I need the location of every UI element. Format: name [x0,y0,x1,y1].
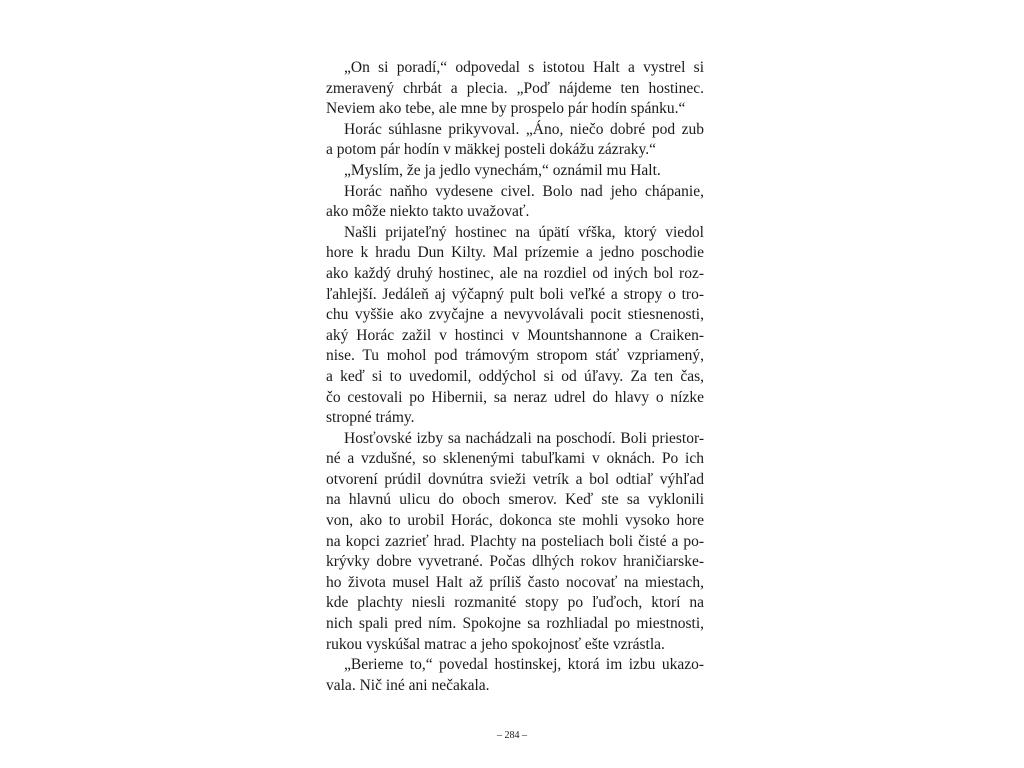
text-line: Našli prijateľný hostinec na úpätí vŕška, ktorý viedol [344,223,704,241]
text-line: ako môže niekto takto uvažovať. [326,203,530,221]
text-line: kde plachty niesli rozmanité stopy po ľuďoch, ktorí na [326,594,704,612]
text-line: krývky dobre vyvetrané. Počas dlhých rokov hraničiarske- [326,553,704,571]
text-line: chu vyššie ako zvyčajne a nevyvolávali pocit stiesnenosti, [326,306,704,324]
text-line: né a vzdušné, so sklenenými tabuľkami v oknách. Po ich [326,450,704,468]
text-line: a keď si to uvedomil, oddýchol si od úľavy. Za ten čas, [326,367,704,385]
text-line: zmeravený chrbát a plecia. „Poď nájdeme ten hostinec. [326,79,704,97]
text-line: hore k hradu Dun Kilty. Mal prízemie a jedno poschodie [326,244,704,262]
text-line: aký Horác zažil v hostinci v Mountshannone a Craiken- [326,326,704,344]
text-line: rukou vyskúšal matrac a jeho spokojnosť ešte vzrástla. [326,635,665,653]
page-number: – 284 – [497,730,527,741]
text-line: „On si poradí,“ odpovedal s istotou Halt a vystrel si [344,59,704,76]
text-line: ho života musel Halt až príliš často nocovať na miestach, [326,573,704,591]
text-line: Horác naňho vydesene civel. Bolo nad jeho chápanie, [344,182,704,200]
text-line: na hlavnú ulicu do oboch smerov. Keď ste sa vyklonili [326,491,704,509]
text-line: vala. Nič iné ani nečakala. [326,676,490,694]
text-line: stropné trámy. [326,409,415,427]
text-line: Horác súhlasne prikyvoval. „Áno, niečo dobré pod zub [344,120,704,138]
text-line: nise. Tu mohol pod trámovým stropom stáť vzpriamený, [326,347,704,365]
body-text [326,58,704,696]
text-line: „Berieme to,“ povedal hostinskej, ktorá im izbu ukazo- [344,656,704,674]
text-line: ako každý druhý hostinec, ale na rozdiel od iných bol roz- [326,264,704,282]
text-line: Neviem ako tebe, ale mne by prospelo pár hodín spánku.“ [326,100,686,118]
text-line: von, ako to urobil Horác, dokonca ste mohli vysoko hore [326,512,704,530]
text-line: „Myslím, že ja jedlo vynechám,“ oznámil mu Halt. [344,161,661,179]
text-line: čo cestovali po Hibernii, sa neraz udrel do hlavy o nízke [326,388,704,406]
text-line: otvorení prúdil dovnútra svieži vetrík a bol odtiaľ výhľad [326,470,704,488]
text-line: a potom pár hodín v mäkkej posteli dokážu zázraky.“ [326,141,656,159]
text-line: nich spali pred ním. Spokojne sa rozhliadal po miestnosti, [326,615,704,633]
text-line: ľahlejší. Jedáleň aj výčapný pult boli veľké a stropy o tro- [326,285,704,303]
text-line: na kopci zazrieť hrad. Plachty na posteliach boli čisté a po- [326,532,704,550]
text-line: Hosťovské izby sa nachádzali na poschodí. Boli priestor- [344,429,704,447]
